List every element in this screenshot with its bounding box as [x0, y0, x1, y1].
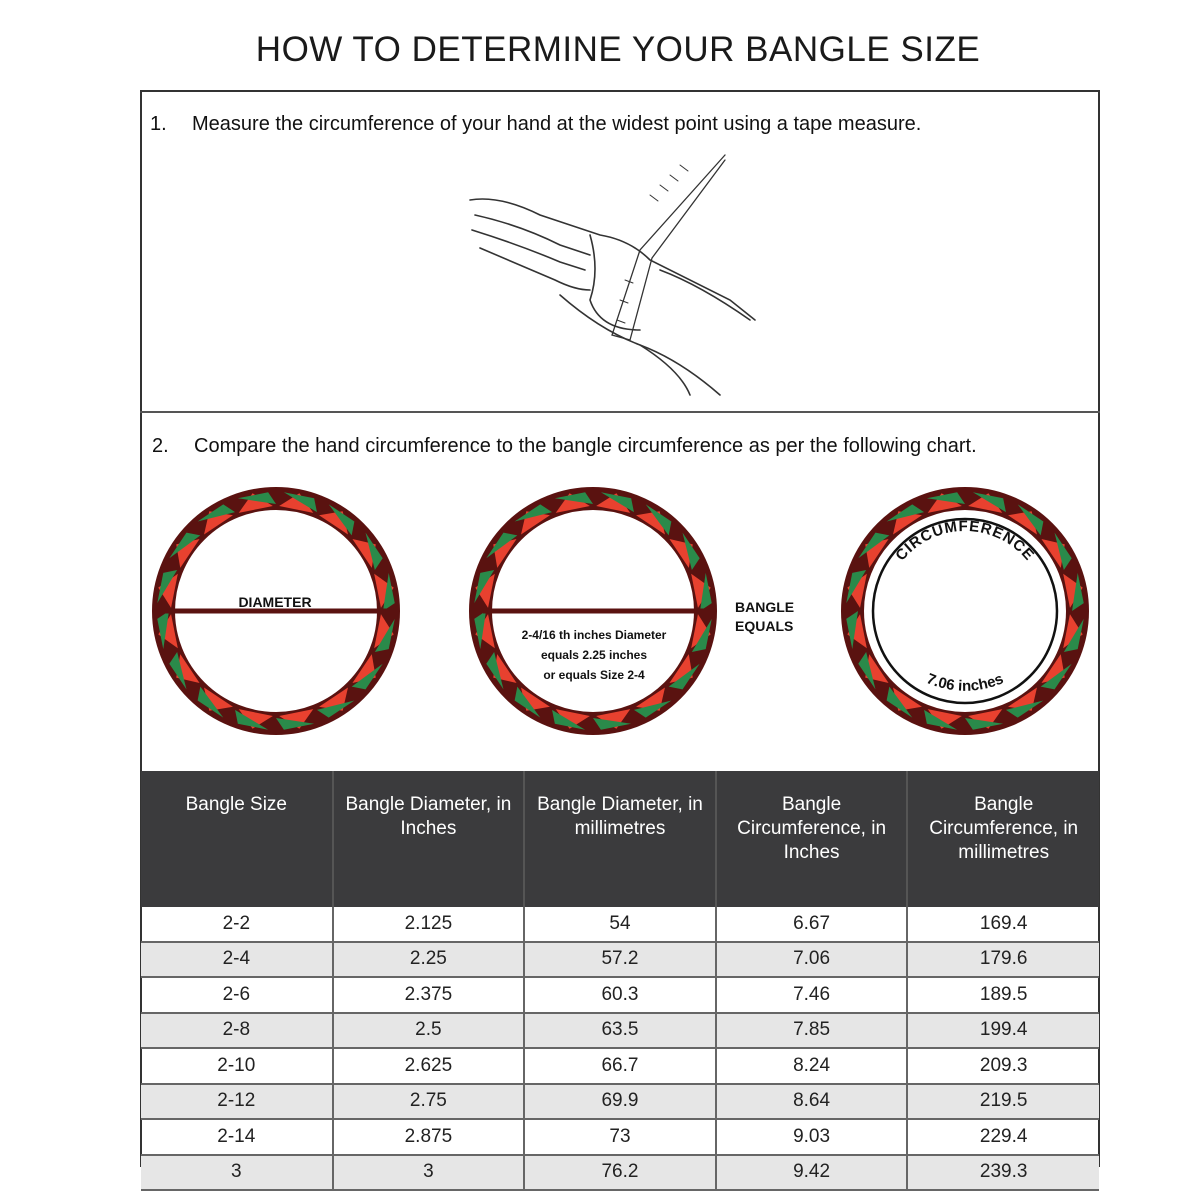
- table-cell: 199.4: [907, 1013, 1099, 1049]
- table-cell: 7.06: [716, 942, 908, 978]
- table-cell: 2.375: [333, 977, 525, 1013]
- column-header: Bangle Diameter, in millimetres: [524, 771, 716, 907]
- table-cell: 9.42: [716, 1155, 908, 1191]
- circumference-value: 7.06 inches: [924, 670, 1006, 695]
- table-cell: 76.2: [524, 1155, 716, 1191]
- table-cell: 73: [524, 1119, 716, 1155]
- column-header: Bangle Diameter, in Inches: [333, 771, 525, 907]
- table-cell: 3: [333, 1155, 525, 1191]
- table-cell: 239.3: [907, 1155, 1099, 1191]
- table-cell: 9.03: [716, 1119, 908, 1155]
- table-row: [141, 1155, 1099, 1191]
- step-number: 2.: [152, 435, 169, 457]
- table-cell: 8.24: [716, 1048, 908, 1084]
- step-number: 1.: [150, 113, 167, 135]
- circumference-label: CIRCUMFERENCE: [892, 517, 1038, 565]
- table-cell: 2.125: [333, 907, 525, 942]
- table-cell: 169.4: [907, 907, 1099, 942]
- table-cell: 63.5: [524, 1013, 716, 1049]
- table-cell: 60.3: [524, 977, 716, 1013]
- step-text: Measure the circumference of your hand at the widest point using a tape measure.: [192, 113, 922, 135]
- step-text: Compare the hand circumference to the bangle circumference as per the following chart.: [194, 435, 977, 457]
- example-line: or equals Size 2-4: [543, 668, 645, 682]
- table-cell: 54: [524, 907, 716, 942]
- example-line: equals 2.25 inches: [540, 648, 648, 662]
- table-cell: 179.6: [907, 942, 1099, 978]
- table-cell: 209.3: [907, 1048, 1099, 1084]
- page-title: HOW TO DETERMINE YOUR BANGLE SIZE: [255, 30, 981, 69]
- table-cell: 219.5: [907, 1084, 1099, 1120]
- table-cell: 2.75: [333, 1084, 525, 1120]
- column-header: Bangle Circumference, in Inches: [716, 771, 908, 907]
- table-cell: 2-10: [141, 1048, 333, 1084]
- table-cell: 2.625: [333, 1048, 525, 1084]
- diameter-example-text: [483, 625, 705, 685]
- table-row: [141, 1119, 1099, 1155]
- bangle-equals-label: [735, 598, 815, 636]
- column-header: Bangle Circumference, in millimetres: [907, 771, 1099, 907]
- table-cell: 2-12: [141, 1084, 333, 1120]
- table-row: [141, 977, 1099, 1013]
- equals-line: EQUALS: [735, 618, 794, 634]
- table-cell: 3: [141, 1155, 333, 1191]
- table-cell: 2.25: [333, 942, 525, 978]
- table-cell: 7.46: [716, 977, 908, 1013]
- table-row: [141, 1048, 1099, 1084]
- table-cell: 8.64: [716, 1084, 908, 1120]
- column-header: Bangle Size: [141, 771, 333, 907]
- table-cell: 2-2: [141, 907, 333, 942]
- table-cell: 189.5: [907, 977, 1099, 1013]
- table-row: [141, 942, 1099, 978]
- table-cell: 2-4: [141, 942, 333, 978]
- table-row: [141, 1084, 1099, 1120]
- table-cell: 69.9: [524, 1084, 716, 1120]
- diameter-label: DIAMETER: [238, 594, 312, 610]
- table-cell: 6.67: [716, 907, 908, 942]
- table-cell: 7.85: [716, 1013, 908, 1049]
- table-cell: 2.5: [333, 1013, 525, 1049]
- table-cell: 66.7: [524, 1048, 716, 1084]
- example-line: 2-4/16 th inches Diameter: [521, 628, 667, 642]
- table-cell: 2-14: [141, 1119, 333, 1155]
- equals-line: BANGLE: [735, 599, 795, 615]
- table-row: [141, 1013, 1099, 1049]
- table-cell: 2.875: [333, 1119, 525, 1155]
- table-cell: 2-8: [141, 1013, 333, 1049]
- hand-tape-measure-illustration: [470, 155, 755, 395]
- table-cell: 2-6: [141, 977, 333, 1013]
- table-cell: 57.2: [524, 942, 716, 978]
- table-cell: 229.4: [907, 1119, 1099, 1155]
- bangle-size-table: [141, 771, 1099, 1191]
- table-row: [141, 907, 1099, 942]
